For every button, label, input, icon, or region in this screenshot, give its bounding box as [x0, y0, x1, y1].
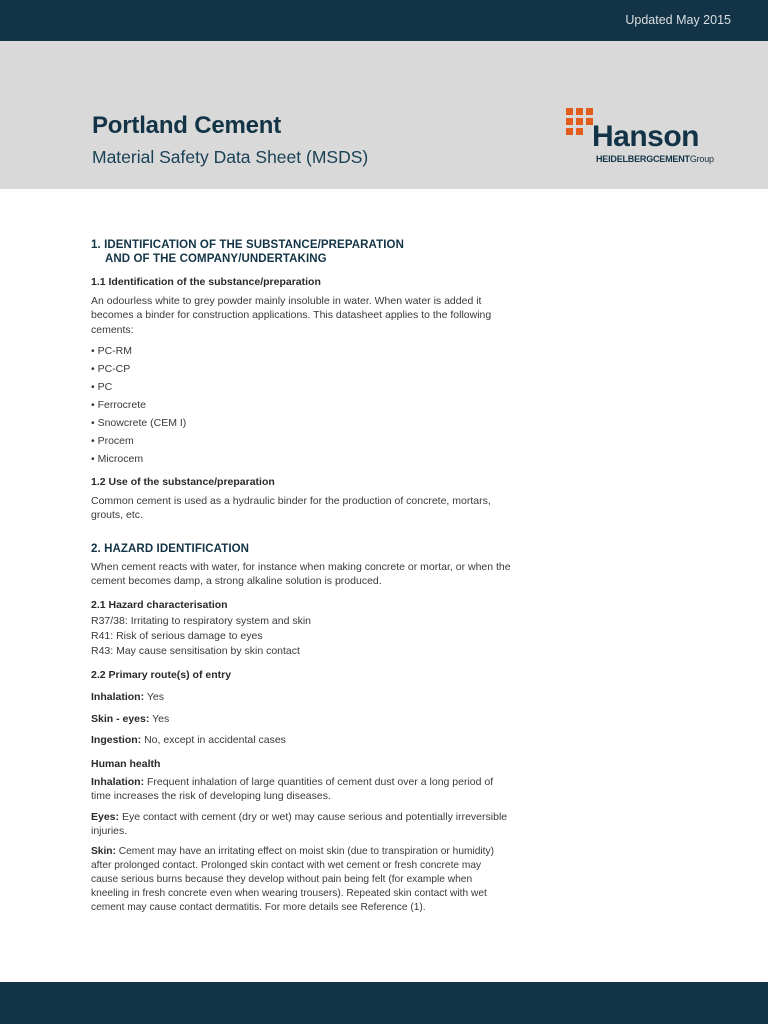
route-item: [91, 712, 511, 726]
route-label: Skin - eyes:: [91, 712, 150, 725]
cement-list-item: • Snowcrete (CEM I): [91, 414, 511, 432]
route-list: [91, 690, 511, 747]
top-bar: [0, 0, 768, 41]
hazard-item: R37/38: Irritating to respiratory system and skin: [91, 615, 312, 627]
section-2-1-heading: 2.1 Hazard characterisation: [91, 598, 228, 611]
human-health-heading: Human health: [91, 758, 161, 770]
cement-list-item: • PC: [91, 378, 511, 396]
route-item: [91, 690, 511, 704]
health-list: [91, 775, 511, 915]
cement-list: [91, 342, 511, 468]
health-text: Eye contact with cement (dry or wet) may cause serious and potentially irreversible injuries.: [91, 810, 508, 837]
section-2-heading: 2. HAZARD IDENTIFICATION: [91, 542, 250, 555]
route-label: Inhalation:: [91, 691, 145, 703]
logo-subline: HEIDELBERGCEMENTGroup: [596, 154, 714, 164]
cement-list-item: • Ferrocrete: [91, 396, 511, 414]
cement-list-item: • Microcem: [91, 450, 511, 468]
route-label: Ingestion:: [91, 734, 142, 746]
document-body: [91, 238, 511, 915]
section-2-2-heading: 2.2 Primary route(s) of entry: [91, 669, 232, 681]
logo-grid-icon: [566, 108, 594, 136]
logo-wordmark: Hanson: [592, 120, 700, 153]
health-text: Frequent inhalation of large quantities of cement dust over a long period of time increases the risk of developing lung diseases.: [91, 775, 494, 802]
cement-list-item: • Procem: [91, 432, 511, 450]
updated-date: Updated May 2015: [625, 13, 731, 27]
health-text: Cement may have an irritating effect on moist skin (due to transpiration or humidity) after prolonged contact. Prolonged skin contact with wet cement or fresh concrete may cause serious burns because they develop without pain being felt (for example when kneeling in fresh concrete even when wearing trousers). Repeated skin contact with wet cement may cause contact dermatitis. For more details see Reference (1).: [91, 845, 494, 913]
health-item: [91, 775, 511, 803]
health-item: [91, 810, 511, 838]
route-value: Yes: [146, 691, 164, 703]
section-1-2-heading: 1.2 Use of the substance/preparation: [91, 476, 275, 488]
section-1-1-text: An odourless white to grey powder mainly insoluble in water. When water is added it becomes a binder for construction applications. This datasheet applies to the following cements:: [91, 294, 492, 336]
health-item: [91, 845, 511, 915]
cement-list-item: • PC-CP: [91, 360, 511, 378]
route-value: Yes: [152, 712, 170, 725]
hazard-list: [91, 614, 511, 659]
page-subtitle: Material Safety Data Sheet (MSDS): [92, 147, 369, 167]
route-item: [91, 733, 511, 747]
section-1-1-heading: 1.1 Identification of the substance/preparation: [91, 276, 321, 288]
hanson-logo: [566, 108, 736, 168]
hazard-item: R43: May cause sensitisation by skin contact: [91, 645, 300, 657]
section-1-heading: 1. IDENTIFICATION OF THE SUBSTANCE/PREPARATION AND OF THE COMPANY/UNDERTAKING: [91, 239, 404, 265]
health-label: Eyes:: [91, 810, 120, 823]
section-2-intro: When cement reacts with water, for instance when making concrete or mortar, or when the cement becomes damp, a strong alkaline solution is produced.: [91, 560, 511, 587]
route-value: No, except in accidental cases: [144, 734, 286, 746]
health-label: Skin:: [91, 845, 116, 857]
bottom-bar: [0, 982, 768, 1024]
hazard-item: R41: Risk of serious damage to eyes: [91, 630, 263, 642]
cement-list-item: • PC-RM: [91, 342, 511, 360]
health-label: Inhalation:: [91, 775, 145, 788]
page-title: Portland Cement: [92, 112, 282, 139]
section-1-2-text: Common cement is used as a hydraulic binder for the production of concrete, mortars, grouts, etc.: [91, 494, 491, 521]
